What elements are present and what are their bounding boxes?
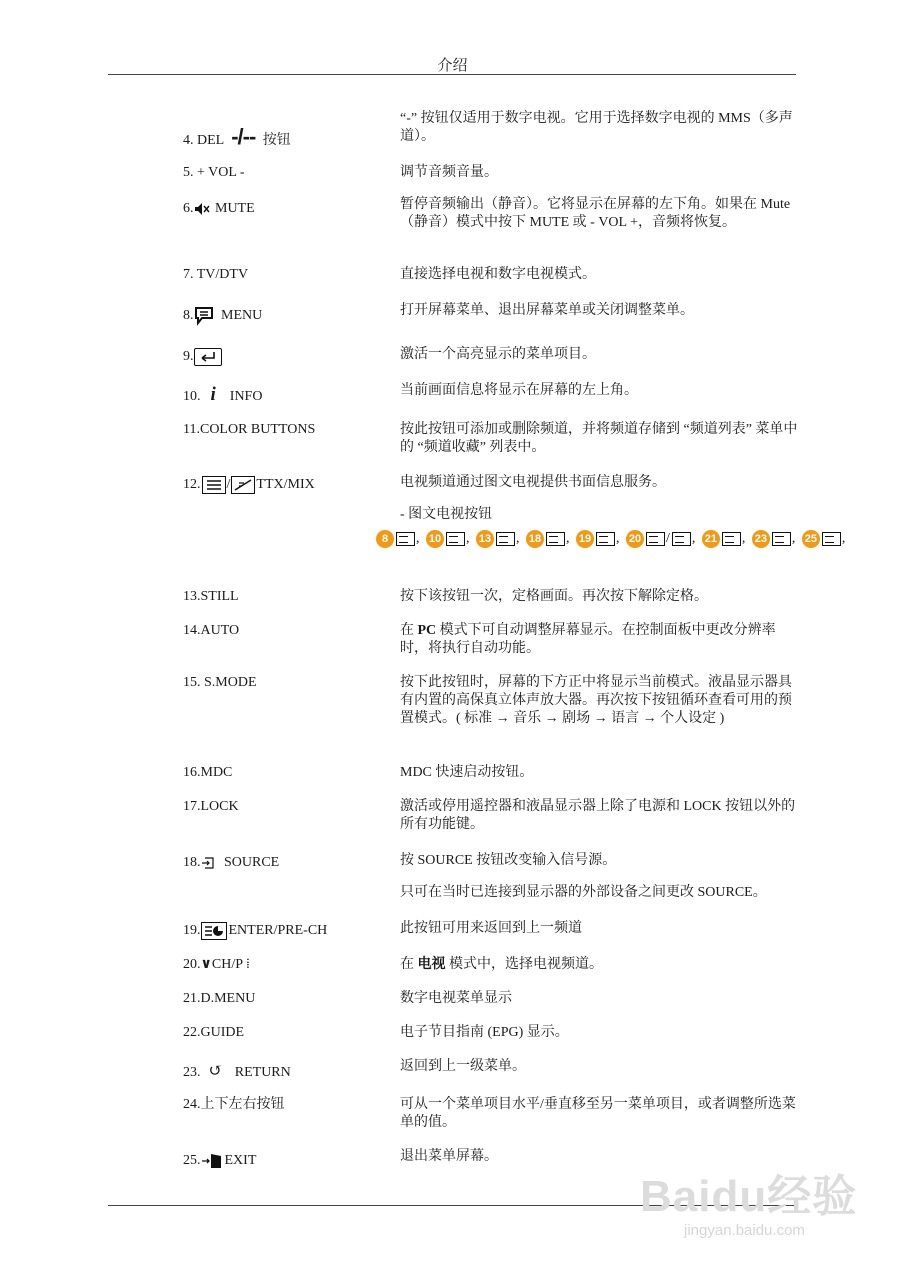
label-del bbox=[183, 124, 388, 150]
teletext-box-icon bbox=[396, 532, 415, 546]
mix-icon bbox=[231, 476, 255, 494]
teletext-box-icon bbox=[772, 532, 791, 546]
source-icon bbox=[201, 857, 215, 869]
label-text: 18. bbox=[183, 855, 201, 870]
teletext-button-strip: 8 , 10 , 13 , 18 , 19 , 20 / , 21 , 23 , 25 , bbox=[376, 530, 816, 554]
desc-guide: 电子节目指南 (EPG) 显示。 bbox=[400, 1025, 569, 1040]
label-vol: 5. + VOL - bbox=[183, 165, 245, 180]
desc-menu: 打开屏幕菜单、退出屏幕菜单或关闭调整菜单。 bbox=[400, 303, 694, 318]
label-text: INFO bbox=[229, 389, 263, 404]
label-text: 8. bbox=[183, 308, 194, 324]
teletext-badge: 13 bbox=[476, 530, 494, 548]
desc-text: 模式下可自动调整屏幕显示。在控制面板中更改分辨率时，将执行自动功能。 bbox=[400, 623, 776, 656]
desc-mdc: MDC 快速启动按钮。 bbox=[400, 765, 534, 780]
desc-return: 返回到上一级菜单。 bbox=[400, 1059, 526, 1074]
desc-source-sub: 只可在当时已连接到显示器的外部设备之间更改 SOURCE。 bbox=[400, 885, 767, 900]
desc-ttx-sub: - 图文电视按钮 bbox=[400, 507, 493, 522]
label-lock: 17.LOCK bbox=[183, 799, 239, 814]
desc-lock: 激活或停用遥控器和液晶显示器上除了电源和 LOCK 按钮以外的所有功能键。 bbox=[400, 799, 796, 832]
menu-icon bbox=[194, 306, 214, 326]
desc-text: 在 bbox=[400, 623, 418, 638]
label-mdc: 16.MDC bbox=[183, 765, 233, 780]
label-still: 13.STILL bbox=[183, 589, 239, 604]
label-text: EXIT bbox=[224, 1153, 257, 1168]
desc-text: 在 bbox=[400, 957, 418, 972]
desc-ttx-mix: 电视频道通过图文电视提供书面信息服务。 bbox=[400, 475, 666, 490]
teletext-badge: 10 bbox=[426, 530, 444, 548]
desc-arrows: 可从一个菜单项目水平/垂直移至另一菜单项目，或者调整所选菜单的值。 bbox=[400, 1097, 796, 1130]
label-text: TTX/MIX bbox=[256, 477, 315, 493]
teletext-box-icon bbox=[496, 532, 515, 546]
desc-mute: 暂停音频输出（静音）。它将显示在屏幕的左下角。如果在 Mute（静音）模式中按下 MUTE 或 - VOL +，音频将恢复。 bbox=[400, 197, 791, 230]
teletext-box-icon bbox=[822, 532, 841, 546]
label-tv-dtv: 7. TV/DTV bbox=[183, 267, 249, 282]
desc-tv-dtv: 直接选择电视和数字电视模式。 bbox=[400, 267, 596, 282]
label-text: 19. bbox=[183, 923, 201, 939]
label-s-mode: 15. S.MODE bbox=[183, 675, 257, 690]
teletext-badge: 19 bbox=[576, 530, 594, 548]
desc-del: “-” 按钮仅适用于数字电视。它用于选择数字电视的 MMS（多声道）。 bbox=[400, 111, 793, 144]
label-text: 9. bbox=[183, 349, 194, 365]
desc-still: 按下该按钮一次，定格画面。再次按下解除定格。 bbox=[400, 589, 708, 604]
desc-info: 当前画面信息将显示在屏幕的左上角。 bbox=[400, 383, 638, 398]
label-arrows: 24.上下左右按钮 bbox=[183, 1097, 285, 1112]
pre-ch-icon bbox=[201, 922, 227, 940]
label-text: 按钮 bbox=[259, 133, 291, 148]
label-return bbox=[183, 1062, 388, 1082]
chevron-down-icon: ∨ bbox=[200, 957, 212, 972]
desc-source: 按 SOURCE 按钮改变输入信号源。 bbox=[400, 853, 617, 868]
desc-pre-ch: 此按钮可用来返回到上一频道 bbox=[400, 921, 582, 936]
desc-vol: 调节音频音量。 bbox=[400, 165, 498, 180]
enter-icon bbox=[194, 348, 222, 366]
label-menu bbox=[183, 306, 388, 326]
watermark bbox=[640, 1148, 880, 1248]
label-text: 23. bbox=[183, 1065, 201, 1080]
return-icon: ↺ bbox=[208, 1061, 223, 1080]
watermark-url: jingyan.baidu.com bbox=[684, 1222, 805, 1239]
label-text: 12. bbox=[183, 477, 201, 493]
label-d-menu: 21.D.MENU bbox=[183, 991, 256, 1006]
label-ch-p bbox=[183, 956, 388, 974]
page-title: 介绍 bbox=[437, 58, 468, 74]
teletext-badge: 23 bbox=[752, 530, 770, 548]
del-dash-icon: -/-- bbox=[231, 124, 256, 149]
teletext-box-icon bbox=[446, 532, 465, 546]
label-mute bbox=[183, 200, 388, 218]
teletext-badge: 20 bbox=[626, 530, 644, 548]
label-pre-ch bbox=[183, 922, 388, 940]
label-color-buttons: 11.COLOR BUTTONS bbox=[183, 422, 316, 437]
label-ttx-mix bbox=[183, 476, 388, 494]
label-info bbox=[183, 386, 388, 406]
label-guide: 22.GUIDE bbox=[183, 1025, 245, 1040]
teletext-badge: 25 bbox=[802, 530, 820, 548]
info-icon: i bbox=[210, 384, 216, 405]
desc-auto bbox=[400, 622, 800, 658]
label-text: 4. DEL bbox=[183, 133, 228, 148]
desc-exit: 退出菜单屏幕。 bbox=[400, 1149, 498, 1164]
desc-enter: 激活一个高亮显示的菜单项目。 bbox=[400, 347, 596, 362]
desc-bold-text: PC bbox=[417, 623, 437, 638]
label-text: MUTE bbox=[211, 201, 255, 216]
teletext-box-icon bbox=[596, 532, 615, 546]
label-exit bbox=[183, 1152, 388, 1170]
label-source bbox=[183, 854, 388, 872]
label-text: SOURCE bbox=[220, 855, 280, 870]
label-text: 20. bbox=[183, 957, 201, 972]
desc-d-menu: 数字电视菜单显示 bbox=[400, 991, 512, 1006]
teletext-box-icon bbox=[672, 532, 691, 546]
teletext-icon bbox=[202, 476, 226, 494]
teletext-badge: 18 bbox=[526, 530, 544, 548]
label-text: 6. bbox=[183, 201, 194, 216]
label-text: 25. bbox=[183, 1153, 201, 1168]
watermark-logo: Baidu经验 bbox=[640, 1172, 858, 1221]
label-enter bbox=[183, 348, 388, 366]
label-text: / bbox=[226, 477, 231, 493]
desc-text: 模式中，选择电视频道。 bbox=[445, 957, 603, 972]
teletext-box-icon bbox=[722, 532, 741, 546]
desc-bold-text: 电视 bbox=[417, 957, 446, 972]
label-text: MENU bbox=[217, 308, 263, 324]
teletext-badge: 8 bbox=[376, 530, 394, 548]
label-text: RETURN bbox=[234, 1065, 291, 1080]
desc-s-mode: 按下此按钮时，屏幕的下方正中将显示当前模式。液晶显示器具有内置的高保真立体声放大器。再次按下按钮循环查看可用的预置模式。( 标准 → 音乐 → 剧场 → 语言 → 个人设定 ) bbox=[400, 675, 792, 726]
label-text: ENTER/PRE-CH bbox=[228, 923, 328, 939]
teletext-box-icon bbox=[646, 532, 665, 546]
teletext-badge: 21 bbox=[702, 530, 720, 548]
header-divider bbox=[108, 74, 796, 75]
label-auto: 14.AUTO bbox=[183, 623, 240, 638]
label-text: CH/P ⁞ bbox=[211, 957, 250, 972]
desc-color-buttons: 按此按钮可添加或删除频道，并将频道存储到 “频道列表” 菜单中的 “频道收藏” 列表中。 bbox=[400, 422, 798, 455]
label-text: 10. bbox=[183, 389, 201, 404]
mute-icon bbox=[194, 202, 210, 216]
teletext-box-icon bbox=[546, 532, 565, 546]
exit-icon bbox=[201, 1153, 223, 1169]
desc-ch-p bbox=[400, 956, 800, 974]
